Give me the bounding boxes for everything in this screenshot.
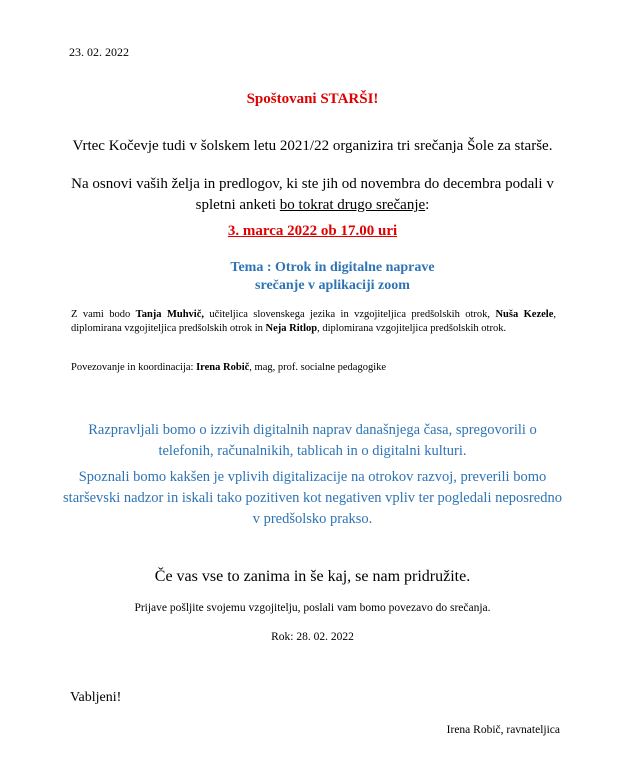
basis-end: : [425, 197, 430, 213]
signature: Irena Robič, ravnateljica [446, 724, 560, 736]
coordinator-title: , mag, prof. socialne pedagogike [249, 362, 387, 373]
speaker-name: Nuša Kezele [495, 309, 554, 320]
welcome-line: Vabljeni! [70, 690, 122, 705]
basis-underlined: bo tokrat drugo srečanje [279, 197, 426, 213]
coordination-line [71, 362, 386, 373]
speakers-text: Z vami bodo [71, 309, 136, 320]
learning-paragraph: Spoznali bomo kakšen je vplivih digitalizacije na otrokov razvoj, preverili bomo starševski nadzor in iskali tako pozitiven kot negativen vpliv ter pogledali neposredno v predšolsko prakso. [63, 469, 562, 527]
discussion-paragraph: Razpravljali bomo o izzivih digitalnih naprav današnjega časa, spregovorili o telefonih, računalnikih, tablicah in o digitalni kulturi. [88, 422, 537, 459]
application-line: Prijave pošljite svojemu vzgojitelju, poslali vam bomo povezavo do srečanja. [134, 602, 491, 614]
coordination-label: Povezovanje in koordinacija: [71, 362, 197, 373]
speaker-name: Tanja Muhvič, [135, 309, 204, 320]
topic-title: Tema : Otrok in digitalne naprave [230, 260, 435, 275]
letter-date: 23. 02. 2022 [69, 45, 129, 59]
speakers-text: učiteljica slovenskega jezika in vzgojiteljica predšolskih otrok, [204, 309, 496, 320]
speakers-paragraph [71, 308, 556, 336]
basis-paragraph [60, 174, 565, 216]
intro-paragraph: Vrtec Kočevje tudi v šolskem letu 2021/22 organizira tri srečanja Šole za starše. [72, 138, 553, 154]
speakers-text: , diplomirana vzgojiteljica predšolskih otrok. [317, 323, 507, 334]
coordinator-name: Irena Robič [196, 362, 250, 373]
meeting-date [0, 223, 625, 240]
greeting-heading: Spoštovani STARŠI! [246, 91, 379, 107]
speaker-name: Neja Ritlop [265, 323, 318, 334]
meeting-date-text: 3. marca 2022 ob 17.00 uri [227, 223, 398, 239]
topic-heading [0, 259, 625, 295]
speakers-text: , diplomirana vzgojiteljica predšolskih otrok in [71, 309, 556, 334]
basis-text: Na osnovi vaših želja in predlogov, ki ste jih od novembra do decembra podali v spletni anketi [71, 176, 554, 213]
topic-subtitle: srečanje v aplikaciji zoom [255, 278, 410, 293]
deadline-line: Rok: 28. 02. 2022 [271, 631, 354, 643]
invitation-line: Če vas vse to zanima in še kaj, se nam pridružite. [154, 568, 471, 585]
